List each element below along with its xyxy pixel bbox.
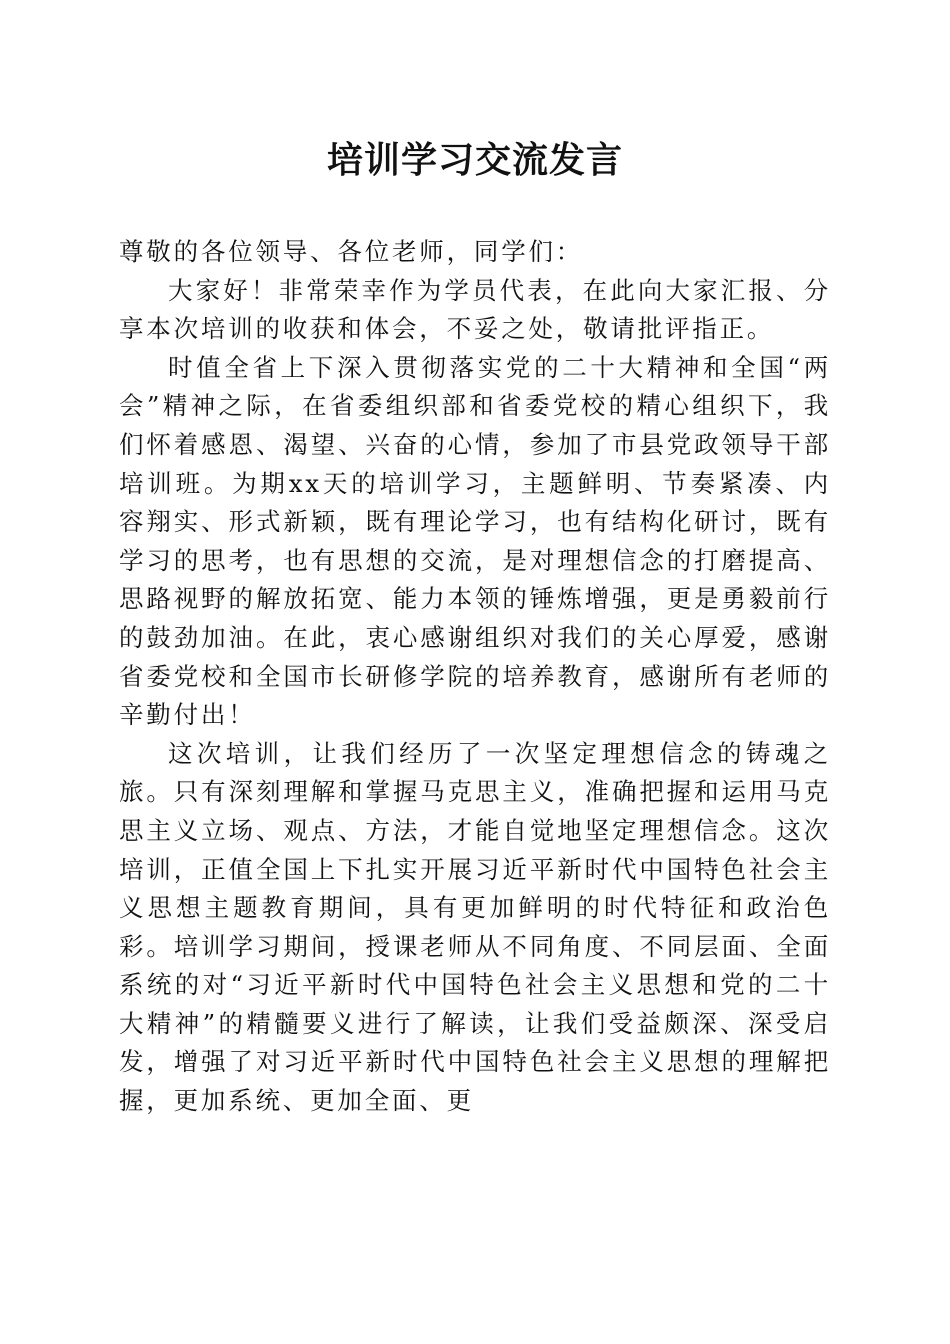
document-title: 培训学习交流发言	[326, 139, 623, 181]
salutation: 尊敬的各位领导、各位老师，同学们：	[119, 237, 584, 266]
paragraph-background: 时值全省上下深入贯彻落实党的二十大精神和全国“两会”精神之际，在省委组织部和省委党校的精心组织下，我们怀着感恩、渴望、兴奋的心情，参加了市县党政领导干部培训班。为期xx天的培训学习，主题鲜明、节奏紧凑、内容翔实、形式新颖，既有理论学习，也有结构化研讨，既有学习的思考，也有思想的交流，是对理想信念的打磨提高、思路视野的解放拓宽、能力本领的锤炼增强，更是勇毅前行的鼓劲加油。在此，衷心感谢组织对我们的关心厚爱，感谢省委党校和全国市长研修学院的培养教育，感谢所有老师的辛勤付出！	[119, 352, 831, 730]
paragraph-greeting: 大家好！非常荣幸作为学员代表，在此向大家汇报、分享本次培训的收获和体会，不妥之处，敬请批评指正。	[119, 275, 831, 344]
document-body	[119, 233, 831, 1121]
paragraph-reflection: 这次培训，让我们经历了一次坚定理想信念的铸魂之旅。只有深刻理解和掌握马克思主义，准确把握和运用马克思主义立场、观点、方法，才能自觉地坚定理想信念。这次培训，正值全国上下扎实开展习近平新时代中国特色社会主义思想主题教育期间，具有更加鲜明的时代特征和政治色彩。培训学习期间，授课老师从不同角度、不同层面、全面系统的对“习近平新时代中国特色社会主义思想和党的二十大精神”的精髓要义进行了解读，让我们受益颇深、深受启发，增强了对习近平新时代中国特色社会主义思想的理解把握，更加系统、更加全面、更	[119, 738, 831, 1116]
